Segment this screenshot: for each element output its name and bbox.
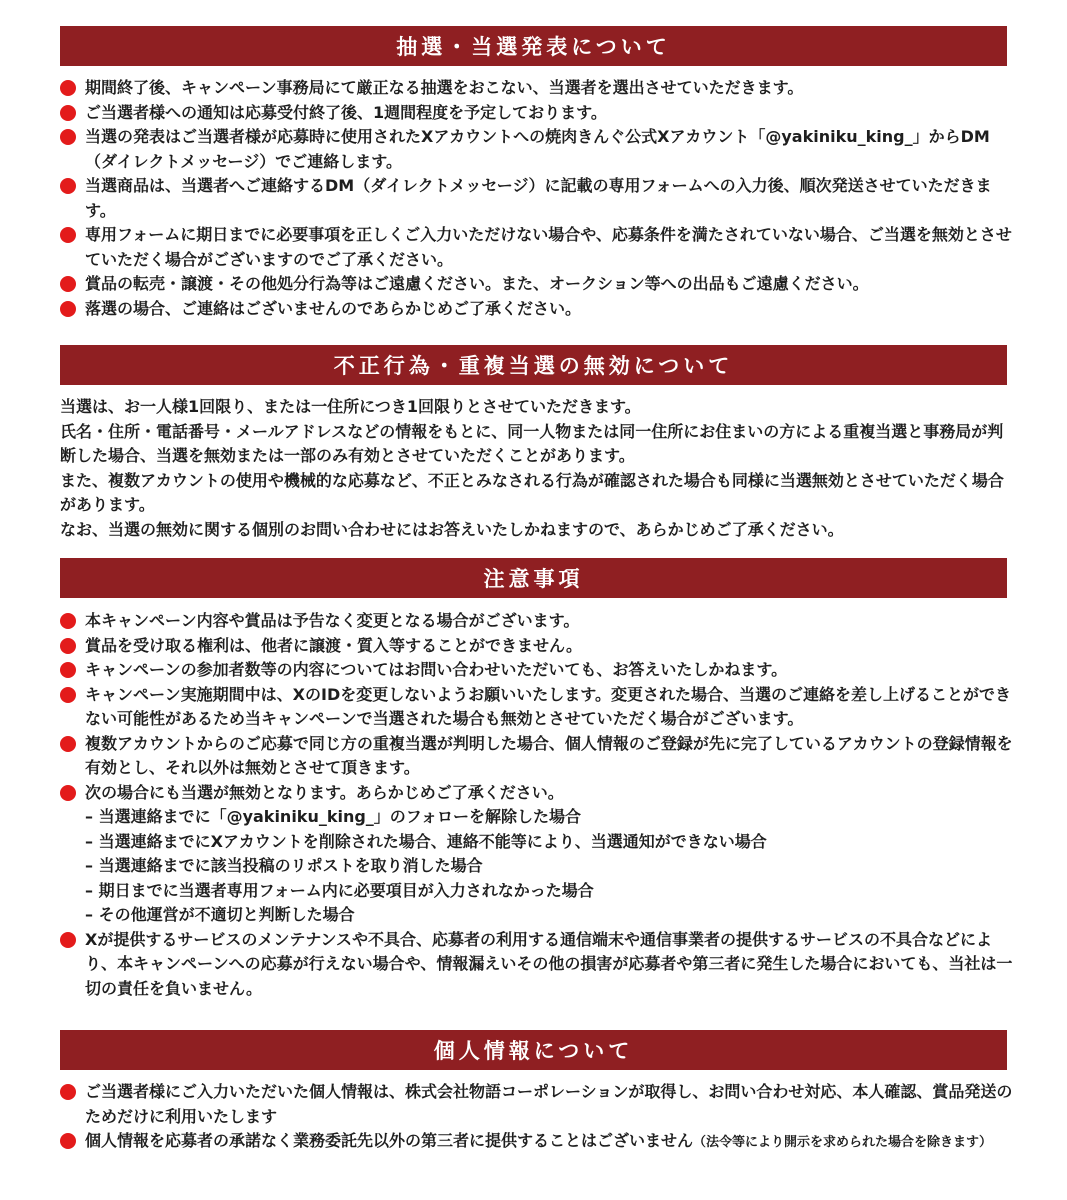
list-item: 複数アカウントからのご応募で同じ方の重複当選が判明した場合、個人情報のご登録が先に完了しているアカウントの登録情報を有効とし、それ以外は無効とさせて頂きます。 — [60, 732, 1015, 781]
bullet-icon — [60, 105, 76, 121]
legal-note: （法令等により開示を求められた場合を除きます） — [693, 1135, 993, 1150]
bullet-icon — [60, 80, 76, 96]
sub-item: – 当選連絡までに「@yakiniku_king_」のフォローを解除した場合 — [85, 807, 581, 826]
bullet-icon — [60, 178, 76, 194]
bullet-icon — [60, 129, 76, 145]
paragraph: 氏名・住所・電話番号・メールアドレスなどの情報をもとに、同一人物または同一住所にお住まいの方による重複当選と事務局が判断した場合、当選を無効または一部のみ有効とさせていただくことがあります。 — [60, 421, 1004, 465]
list-item: ご当選者様にご入力いただいた個人情報は、株式会社物語コーポレーションが取得し、お問い合わせ対応、本人確認、賞品発送のためだけに利用いたします — [60, 1080, 1015, 1129]
section-title: 不正行為・重複当選の無効について — [333, 354, 734, 378]
bullet-icon — [60, 276, 76, 292]
bullet-icon — [60, 1084, 76, 1100]
lottery-list — [60, 76, 1015, 321]
bullet-icon — [60, 932, 76, 948]
bullet-icon — [60, 301, 76, 317]
fraud-text — [60, 395, 1015, 542]
bullet-icon — [60, 638, 76, 654]
list-item: キャンペーンの参加者数等の内容についてはお問い合わせいただいても、お答えいたしかねます。 — [60, 658, 1015, 683]
section-title: 抽選・当選発表について — [396, 35, 671, 59]
list-item: 本キャンペーン内容や賞品は予告なく変更となる場合がございます。 — [60, 609, 1015, 634]
section-header-notes — [60, 558, 1007, 598]
section-header-lottery — [60, 26, 1007, 66]
privacy-list — [60, 1080, 1015, 1156]
list-item: 次の場合にも当選が無効となります。あらかじめご了承ください。 — [60, 781, 1015, 806]
section-title: 個人情報について — [433, 1039, 634, 1063]
list-item: Xが提供するサービスのメンテナンスや不具合、応募者の利用する通信端末や通信事業者の提供するサービスの不具合などにより、本キャンペーンへの応募が行えない場合や、情報漏えいその他の損害が応募者や第三者に発生した場合においても、当社は一切の責任を負いません。 — [60, 928, 1015, 1002]
bullet-icon — [60, 736, 76, 752]
list-item: キャンペーン実施期間中は、XのIDを変更しないようお願いいたします。変更された場合、当選のご連絡を差し上げることができない可能性があるため当キャンペーンで当選された場合も無効とさせていただく場合がございます。 — [60, 683, 1015, 732]
paragraph: また、複数アカウントの使用や機械的な応募など、不正とみなされる行為が確認された場合も同様に当選無効とさせていただく場合があります。 — [60, 470, 1004, 514]
list-item: 賞品の転売・譲渡・その他処分行為等はご遠慮ください。また、オークション等への出品もご遠慮ください。 — [60, 272, 1015, 297]
bullet-icon — [60, 687, 76, 703]
sub-item: – その他運営が不適切と判断した場合 — [85, 905, 355, 924]
section-header-privacy — [60, 1030, 1007, 1070]
list-item: 個人情報を応募者の承諾なく業務委託先以外の第三者に提供することはございません（法令等により開示を求められた場合を除きます） — [60, 1129, 1015, 1156]
section-title: 注意事項 — [483, 567, 584, 591]
sub-item: – 当選連絡までにXアカウントを削除された場合、連絡不能等により、当選通知ができない場合 — [85, 831, 767, 851]
list-item: 専用フォームに期日までに必要事項を正しくご入力いただけない場合や、応募条件を満たされていない場合、ご当選を無効とさせていただく場合がございますのでご了承ください。 — [60, 223, 1015, 272]
list-item: 賞品を受け取る権利は、他者に譲渡・質入等することができません。 — [60, 634, 1015, 659]
bullet-icon — [60, 613, 76, 629]
sub-item: – 当選連絡までに該当投稿のリポストを取り消した場合 — [85, 856, 483, 875]
bullet-icon — [60, 227, 76, 243]
notes-list — [60, 609, 1015, 1001]
list-item: 当選の発表はご当選者様が応募時に使用されたXアカウントへの焼肉きんぐ公式Xアカウント「@yakiniku_king_」からDM（ダイレクトメッセージ）でご連絡します。 — [60, 125, 1015, 174]
bullet-icon — [60, 785, 76, 801]
list-item: 落選の場合、ご連絡はございませんのであらかじめご了承ください。 — [60, 297, 1015, 322]
bullet-icon — [60, 662, 76, 678]
section-header-fraud — [60, 345, 1007, 385]
paragraph: 当選は、お一人様1回限り、または一住所につき1回限りとさせていただきます。 — [60, 397, 641, 416]
sub-item: – 期日までに当選者専用フォーム内に必要項目が入力されなかった場合 — [85, 880, 594, 900]
list-item: ご当選者様への通知は応募受付終了後、1週間程度を予定しております。 — [60, 101, 1015, 126]
list-item: 期間終了後、キャンペーン事務局にて厳正なる抽選をおこない、当選者を選出させていただきます。 — [60, 76, 1015, 101]
paragraph: なお、当選の無効に関する個別のお問い合わせにはお答えいたしかねますので、あらかじめご了承ください。 — [60, 519, 844, 539]
list-item: 当選商品は、当選者へご連絡するDM（ダイレクトメッセージ）に記載の専用フォームへの入力後、順次発送させていただきます。 — [60, 174, 1015, 223]
bullet-icon — [60, 1133, 76, 1149]
